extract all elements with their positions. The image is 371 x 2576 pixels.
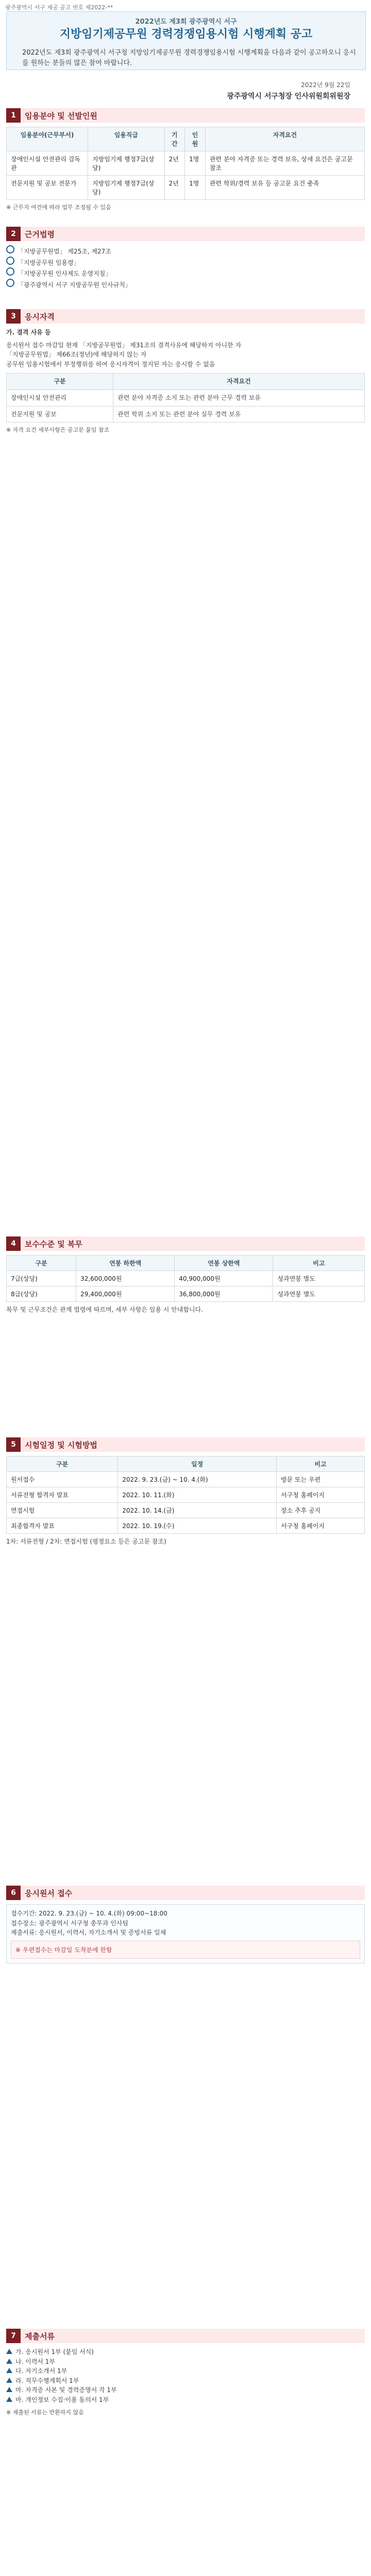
s3-th-0: 구분 xyxy=(7,374,113,390)
s7-item-1-text: 나. 이력서 1부 xyxy=(15,2358,56,2365)
s5-r3-c0: 최종합격자 발표 xyxy=(7,1518,118,1534)
section-7-number: 7 xyxy=(6,2329,21,2343)
s2-item-2-text: 「지방공무원 인사제도 운영지침」 xyxy=(18,270,112,278)
section-7-title: 제출서류 xyxy=(21,2329,365,2343)
s5-r2-c0: 면접시험 xyxy=(7,1503,118,1518)
s1-th-2: 기간 xyxy=(164,127,185,151)
s7-item-0-text: 가. 응시원서 1부 (붙임 서식) xyxy=(15,2348,94,2355)
s1-row-1 xyxy=(7,176,365,200)
bullet-icon xyxy=(6,257,14,265)
intro-text: 2022년도 제3회 광주광역시 서구청 지방임기제공무원 경력경쟁임용시험 시행계획을 다음과 같이 공고하오니 응시를 원하는 분들의 많은 참여 바랍니다. xyxy=(22,49,356,67)
s5-r3-c2: 서구청 홈페이지 xyxy=(276,1518,364,1534)
s5-table-wrap xyxy=(6,1456,365,1547)
section-4 xyxy=(6,1236,365,1315)
list-marker-icon xyxy=(6,2359,12,2364)
s3-subtitle: 가. 결격 사유 등 xyxy=(6,329,51,336)
notice-date: 2022년 9월 22일 xyxy=(301,81,350,89)
s1-th-3: 인원 xyxy=(185,127,206,151)
section-1-number: 1 xyxy=(6,108,21,123)
section-2-title: 근거법령 xyxy=(21,227,365,241)
s1-r0-c4: 관련 분야 자격증 또는 경력 보유, 상세 요건은 공고문 참조 xyxy=(205,151,364,176)
s4-r0-c2: 40,900,000원 xyxy=(175,1271,273,1286)
s6-notice: ※ 우편접수는 마감일 도착분에 한함 xyxy=(11,1941,360,1959)
s5-row-1 xyxy=(7,1487,365,1503)
s4-table xyxy=(6,1255,365,1302)
section-5 xyxy=(6,1437,365,1547)
s7-list xyxy=(6,2347,365,2417)
list-marker-icon xyxy=(6,2378,12,2383)
s4-th-2: 연봉 상한액 xyxy=(175,1256,273,1271)
s5-th-0: 구분 xyxy=(7,1456,118,1472)
s2-item-3-text: 「광주광역시 서구 지방공무원 인사규칙」 xyxy=(18,281,131,289)
s2-item-2 xyxy=(6,267,365,279)
s7-item-3 xyxy=(6,2376,365,2386)
section-2 xyxy=(6,227,365,290)
s3-r0-c0: 장애인시설 안전관리 xyxy=(7,389,113,406)
s5-row-0 xyxy=(7,1472,365,1487)
section-6-header xyxy=(6,1886,365,1900)
section-5-header xyxy=(6,1437,365,1452)
s4-r0-c3: 성과연봉 별도 xyxy=(273,1271,365,1286)
s5-row-3 xyxy=(7,1518,365,1534)
s1-r1-c3: 1명 xyxy=(185,176,206,200)
s1-r0-c0: 장애인시설 안전관리 감독관 xyxy=(7,151,88,176)
s2-item-0-text: 「지방공무원법」 제25조, 제27조 xyxy=(18,248,111,255)
section-6 xyxy=(6,1886,365,1963)
section-1-table-wrap xyxy=(6,127,365,211)
s5-table xyxy=(6,1456,365,1534)
s7-item-0 xyxy=(6,2347,365,2357)
s3-table-wrap xyxy=(6,373,365,422)
section-5-title: 시험일정 및 시험방법 xyxy=(21,1437,365,1452)
bullet-icon xyxy=(6,279,14,287)
s1-r1-c4: 관련 학위/경력 보유 등 공고문 요건 충족 xyxy=(205,176,364,200)
s6-box xyxy=(6,1904,365,1963)
s5-r0-c2: 방문 또는 우편 xyxy=(276,1472,364,1487)
top-line: 광주광역시 서구 제공 공고 번호 제2022-** xyxy=(5,4,113,11)
s1-r0-c1: 지방임기제 행정7급(상당) xyxy=(88,151,164,176)
issuing-organization: 광주광역시 서구청장 인사위원회위원장 xyxy=(227,92,350,100)
section-7 xyxy=(6,2329,365,2417)
s5-r2-c2: 장소 추후 공지 xyxy=(276,1503,364,1518)
section-4-title: 보수수준 및 복무 xyxy=(21,1236,365,1251)
s1-r1-c1: 지방임기제 행정7급(상당) xyxy=(88,176,164,200)
s5-method: 1차: 서류전형 / 2차: 면접시험 (평정요소 등은 공고문 참조) xyxy=(6,1538,166,1545)
section-2-number: 2 xyxy=(6,227,21,241)
section-3-title: 응시자격 xyxy=(21,309,365,324)
section-2-list xyxy=(6,245,365,290)
section-1-note: ※ 근무지 여건에 따라 업무 조정될 수 있음 xyxy=(6,204,111,211)
s4-r1-c2: 36,800,000원 xyxy=(175,1286,273,1302)
s5-th-2: 비고 xyxy=(276,1456,364,1472)
bullet-icon xyxy=(6,267,14,276)
section-4-number: 4 xyxy=(6,1236,21,1251)
page-title: 지방임기제공무원 경력경쟁임용시험 시행계획 공고 xyxy=(59,28,313,41)
s3-note: ※ 자격 요건 세부사항은 공고문 붙임 참조 xyxy=(6,427,110,434)
list-marker-icon xyxy=(6,2349,12,2354)
section-3 xyxy=(6,309,365,434)
s5-r0-c1: 2022. 9. 23.(금) ~ 10. 4.(화) xyxy=(118,1472,277,1487)
s3-r0-c1: 관련 분야 자격증 소지 또는 관련 분야 근무 경력 보유 xyxy=(113,389,365,406)
s6-line-0: 접수기간: 2022. 9. 23.(금) ~ 10. 4.(화) 09:00~18:00 xyxy=(11,1910,167,1917)
s3-para-0: 응시원서 접수 마감일 현재 「지방공무원법」 제31조의 결격사유에 해당하지 아니한 자 xyxy=(6,341,242,349)
s5-r1-c0: 서류전형 합격자 발표 xyxy=(7,1487,118,1503)
section-5-number: 5 xyxy=(6,1437,21,1452)
section-6-title: 응시원서 접수 xyxy=(21,1886,365,1900)
list-marker-icon xyxy=(6,2387,12,2392)
s3-para-2: 공무원 임용시험에서 부정행위를 하여 응시자격이 정지된 자는 응시할 수 없음 xyxy=(6,360,215,368)
section-1-table xyxy=(6,127,365,200)
title-sub: 2022년도 제3회 광주광역시 서구 xyxy=(135,18,237,26)
s1-th-1: 임용직급 xyxy=(88,127,164,151)
s7-item-5 xyxy=(6,2395,365,2405)
list-marker-icon xyxy=(6,2397,12,2402)
s4-row-0 xyxy=(7,1271,365,1286)
s4-r0-c0: 7급(상당) xyxy=(7,1271,76,1286)
s7-item-4-text: 마. 자격증 사본 및 경력증명서 각 1부 xyxy=(15,2386,117,2394)
s4-table-wrap xyxy=(6,1255,365,1315)
s4-r1-c1: 29,400,000원 xyxy=(76,1286,175,1302)
s2-item-1-text: 「지방공무원 임용령」 xyxy=(18,259,80,266)
section-1-header xyxy=(6,108,365,123)
section-1-title: 임용분야 및 선발인원 xyxy=(21,108,365,123)
s3-table xyxy=(6,373,365,422)
s7-note: ※ 제출된 서류는 반환하지 않음 xyxy=(6,2409,84,2416)
s5-r3-c1: 2022. 10. 19.(수) xyxy=(118,1518,277,1534)
s7-item-2 xyxy=(6,2366,365,2376)
s4-row-1 xyxy=(7,1286,365,1302)
section-6-number: 6 xyxy=(6,1886,21,1900)
s7-item-1 xyxy=(6,2357,365,2367)
s5-r0-c0: 원서접수 xyxy=(7,1472,118,1487)
s4-text: 복무 및 근무조건은 관계 법령에 따르며, 세부 사항은 임용 시 안내합니다. xyxy=(6,1306,203,1313)
s4-r1-c0: 8급(상당) xyxy=(7,1286,76,1302)
s1-th-4: 자격요건 xyxy=(205,127,364,151)
s4-r1-c3: 성과연봉 별도 xyxy=(273,1286,365,1302)
s3-th-1: 자격요건 xyxy=(113,374,365,390)
s2-item-0 xyxy=(6,245,365,257)
s7-item-3-text: 라. 직무수행계획서 1부 xyxy=(15,2377,79,2384)
s3-row-0 xyxy=(7,389,365,406)
s5-r1-c2: 서구청 홈페이지 xyxy=(276,1487,364,1503)
s5-r1-c1: 2022. 10. 11.(화) xyxy=(118,1487,277,1503)
bullet-icon xyxy=(6,245,14,253)
title-box xyxy=(6,11,366,70)
s5-row-2 xyxy=(7,1503,365,1518)
s4-r0-c1: 32,600,000원 xyxy=(76,1271,175,1286)
s4-th-1: 연봉 하한액 xyxy=(76,1256,175,1271)
section-4-header xyxy=(6,1236,365,1251)
s1-r1-c0: 전문지원 및 공보 전문가 xyxy=(7,176,88,200)
s1-r0-c2: 2년 xyxy=(164,151,185,176)
s3-para-1: 「지방공무원법」 제66조(정년)에 해당하지 않는 자 xyxy=(6,351,147,359)
section-3-body xyxy=(6,328,365,434)
s5-r2-c1: 2022. 10. 14.(금) xyxy=(118,1503,277,1518)
s7-item-5-text: 바. 개인정보 수집·이용 동의서 1부 xyxy=(15,2396,109,2403)
s1-row-0 xyxy=(7,151,365,176)
section-3-header xyxy=(6,309,365,324)
s1-r1-c2: 2년 xyxy=(164,176,185,200)
section-3-number: 3 xyxy=(6,309,21,324)
s5-th-1: 일정 xyxy=(118,1456,277,1472)
section-1 xyxy=(6,108,365,211)
s6-line-1: 접수장소: 광주광역시 서구청 총무과 인사팀 xyxy=(11,1919,128,1927)
section-2-header xyxy=(6,227,365,241)
s1-th-0: 임용분야(근무부서) xyxy=(7,127,88,151)
s3-r1-c0: 전문지원 및 공보 xyxy=(7,406,113,422)
s1-r0-c3: 1명 xyxy=(185,151,206,176)
s7-item-2-text: 다. 자기소개서 1부 xyxy=(15,2367,68,2375)
s3-r1-c1: 관련 학위 소지 또는 관련 분야 실무 경력 보유 xyxy=(113,406,365,422)
s6-line-2: 제출서류: 응시원서, 이력서, 자기소개서 및 증빙서류 일체 xyxy=(11,1929,166,1937)
s2-item-3 xyxy=(6,279,365,290)
s4-th-0: 구분 xyxy=(7,1256,76,1271)
s3-row-1 xyxy=(7,406,365,422)
list-marker-icon xyxy=(6,2368,12,2373)
s7-item-4 xyxy=(6,2385,365,2395)
s4-th-3: 비고 xyxy=(273,1256,365,1271)
section-7-header xyxy=(6,2329,365,2343)
s2-item-1 xyxy=(6,257,365,268)
